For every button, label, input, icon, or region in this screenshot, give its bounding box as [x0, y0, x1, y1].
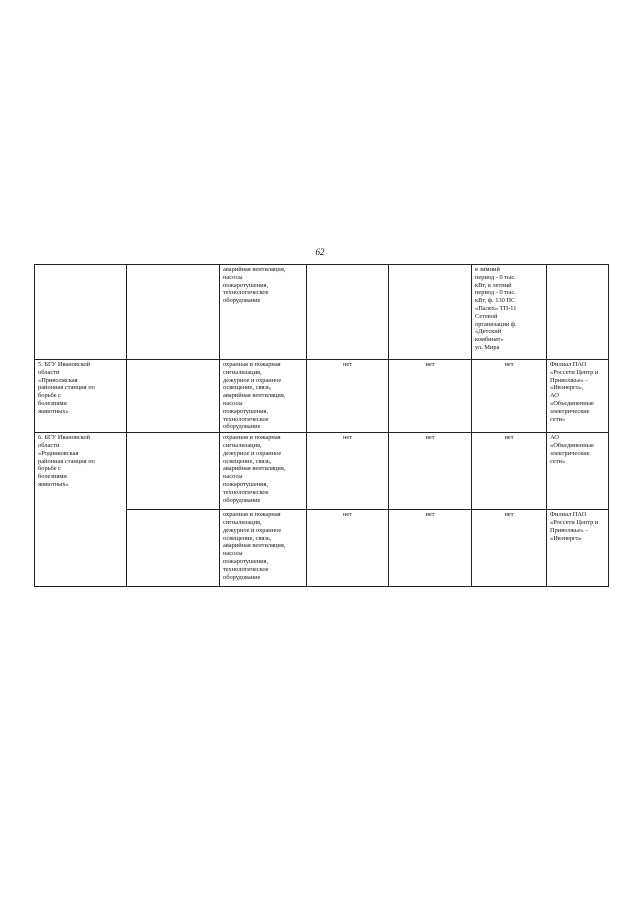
- consumers-cell: охранная и пожарная сигнализация, дежурное и охранное освещение, связь, аварийная вентиляция, насосы пожаротушения, технологическое оборудование: [220, 433, 307, 510]
- col5-cell: нет: [389, 433, 472, 510]
- table-row: [35, 360, 609, 433]
- col4-cell: [307, 265, 389, 360]
- subdivision-cell: [127, 433, 220, 510]
- facility-cell: 5. БГУ Ивановской области «Приволжская районная станция по борьбе с болезнями животных»: [35, 360, 127, 433]
- consumers-cell: охранная и пожарная сигнализация, дежурное и охранное освещение, связь, аварийная вентиляция, насосы пожаротушения, технологическое оборудование: [220, 510, 307, 587]
- col4-cell: нет: [307, 433, 389, 510]
- grid-org-cell: Филиал ПАО «Россети Центр и Приволжье» - «Ивэнерго», АО «Объединенные электрические сети»: [547, 360, 609, 433]
- page-number: 62: [315, 247, 325, 257]
- subdivision-cell: [127, 360, 220, 433]
- col5-cell: нет: [389, 360, 472, 433]
- power-supply-table: [34, 264, 609, 587]
- subdivision-cell: [127, 265, 220, 360]
- consumers-cell: аварийная вентиляция, насосы пожаротушения, технологическое оборудование: [220, 265, 307, 360]
- grid-org-cell: АО «Объединенные электрические сети»: [547, 433, 609, 510]
- grid-org-cell: Филиал ПАО «Россети Центр и Приволжье» - «Ивэнерго»: [547, 510, 609, 587]
- col6-cell: нет: [472, 510, 547, 587]
- facility-cell: [35, 265, 127, 360]
- grid-org-cell: [547, 265, 609, 360]
- col4-cell: нет: [307, 360, 389, 433]
- col4-cell: нет: [307, 510, 389, 587]
- table-row: [35, 265, 609, 360]
- col6-cell: в зимний период - 0 тыс. кВт, в летний период - 0 тыс. кВт, ф. 130 ПС «Палех» ТП-11 Сетевой организации ф. «Детский комбинат» ул. Мира: [472, 265, 547, 360]
- consumers-cell: охранная и пожарная сигнализация, дежурное и охранное освещение, связь, аварийная вентиляция, насосы пожаротушения, технологическое оборудование: [220, 360, 307, 433]
- col5-cell: [389, 265, 472, 360]
- col6-cell: нет: [472, 360, 547, 433]
- col6-cell: нет: [472, 433, 547, 510]
- subdivision-cell: [127, 510, 220, 587]
- table-row: [35, 433, 609, 510]
- col5-cell: нет: [389, 510, 472, 587]
- facility-cell: 6. БГУ Ивановской области «Родниковская районная станция по борьбе с болезнями животных»: [35, 433, 127, 587]
